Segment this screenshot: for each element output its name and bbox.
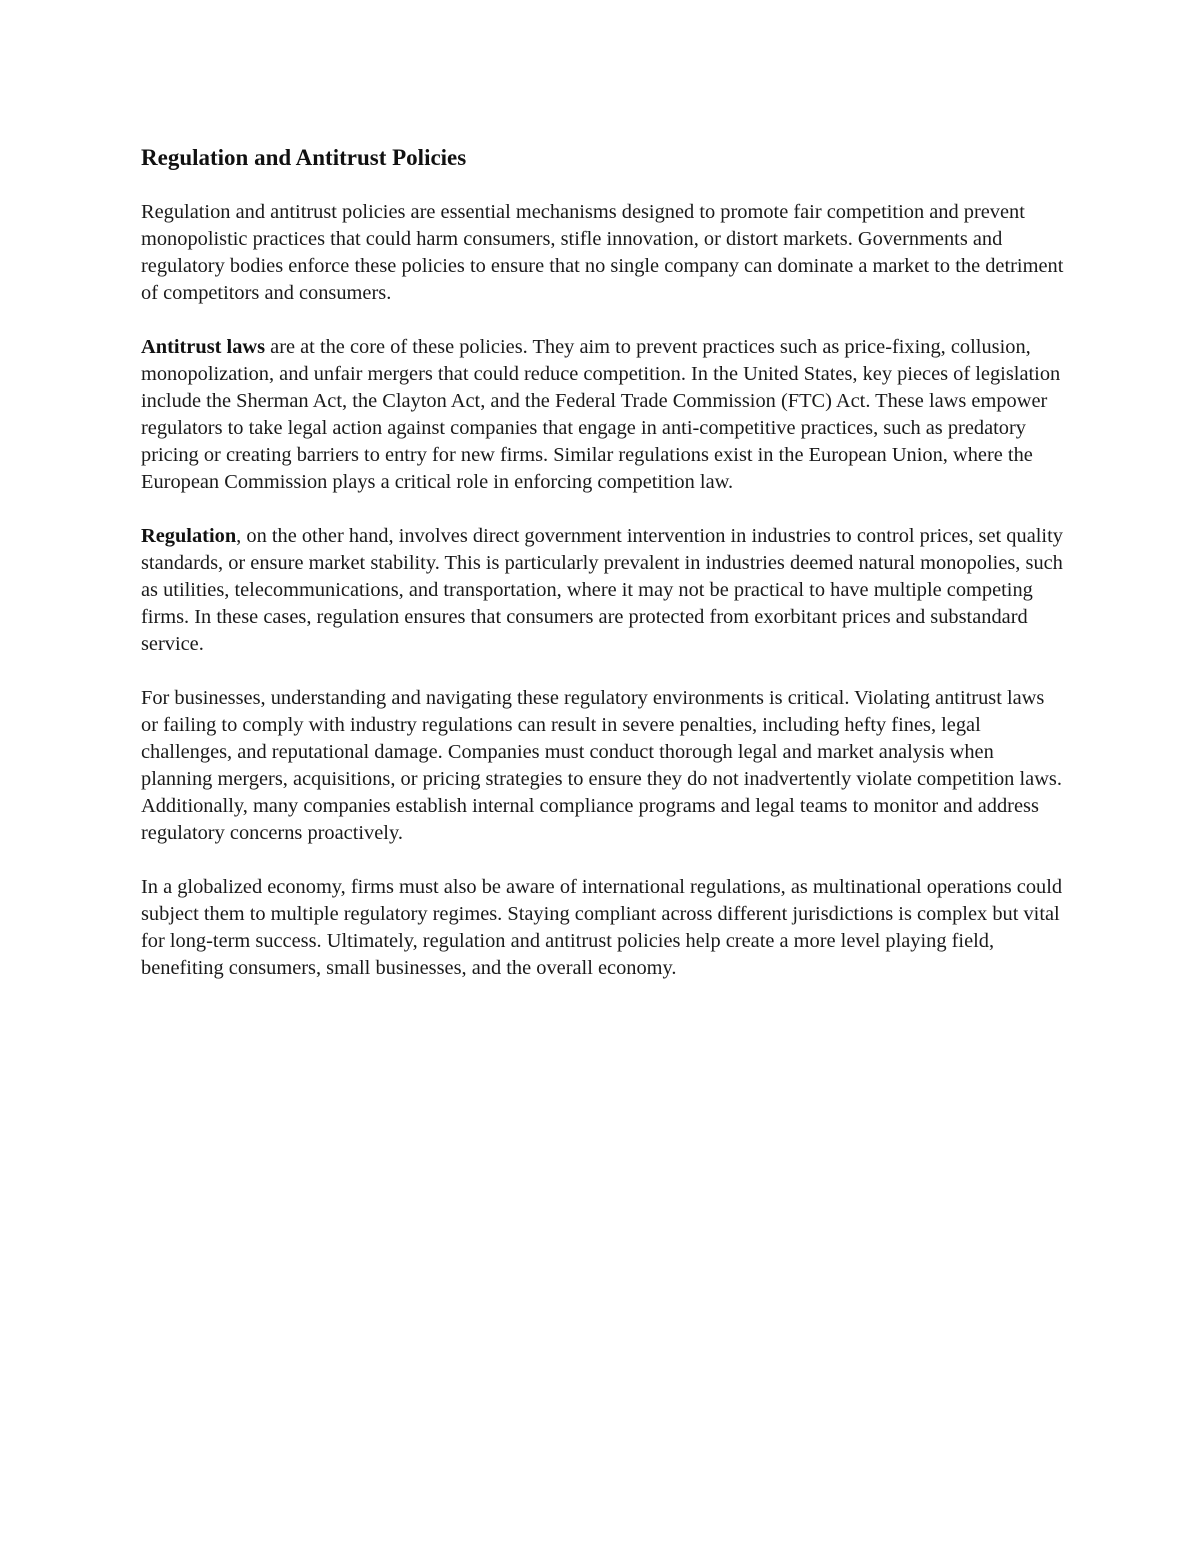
document-body [141,143,1066,1009]
paragraph-lead: Regulation [141,525,237,547]
paragraph-text: For businesses, understanding and navigating these regulatory environments is critical. Violating antitrust laws or failing to comply with industry regulations can result in severe penalties, including hefty fines, legal challenges, and reputational damage. Companies must conduct thorough legal and market analysis when planning mergers, acquisitions, or pricing strategies to ensure they do not inadvertently violate competition laws. Additionally, many companies establish internal compliance programs and legal teams to monitor and address regulatory concerns proactively. [141,687,1062,844]
paragraph-text: , on the other hand, involves direct government intervention in industries to control prices, set quality standards, or ensure market stability. This is particularly prevalent in industries deemed natural monopolies, such as utilities, telecommunications, and transportation, where it may not be practical to have multiple competing firms. In these cases, regulation ensures that consumers are protected from exorbitant prices and substandard service. [141,525,1063,655]
paragraph-lead: Antitrust laws [141,336,266,358]
paragraph-intro [141,199,1066,307]
document-title: Regulation and Antitrust Policies [141,145,467,170]
paragraph-text: In a globalized economy, firms must also be aware of international regulations, as multinational operations could subject them to multiple regulatory regimes. Staying compliant across different jurisdictions is complex but vital for long-term success. Ultimately, regulation and antitrust policies help create a more level playing field, benefiting consumers, small businesses, and the overall economy. [141,876,1063,979]
paragraph-text: are at the core of these policies. They aim to prevent practices such as price-fixing, collusion, monopolization, and unfair mergers that could reduce competition. In the United States, key pieces of legislation include the Sherman Act, the Clayton Act, and the Federal Trade Commission (FTC) Act. These laws empower regulators to take legal action against companies that engage in anti-competitive practices, such as predatory pricing or creating barriers to entry for new firms. Similar regulations exist in the European Union, where the European Commission plays a critical role in enforcing competition law. [141,336,1061,493]
paragraph-globalized-economy [141,874,1066,982]
paragraph-text: Regulation and antitrust policies are essential mechanisms designed to promote fair competition and prevent monopolistic practices that could harm consumers, stifle innovation, or distort markets. Governments and regulatory bodies enforce these policies to ensure that no single company can dominate a market to the detriment of competitors and consumers. [141,201,1064,304]
paragraph-businesses [141,685,1066,847]
paragraph-antitrust-laws [141,334,1066,496]
paragraph-regulation [141,523,1066,658]
